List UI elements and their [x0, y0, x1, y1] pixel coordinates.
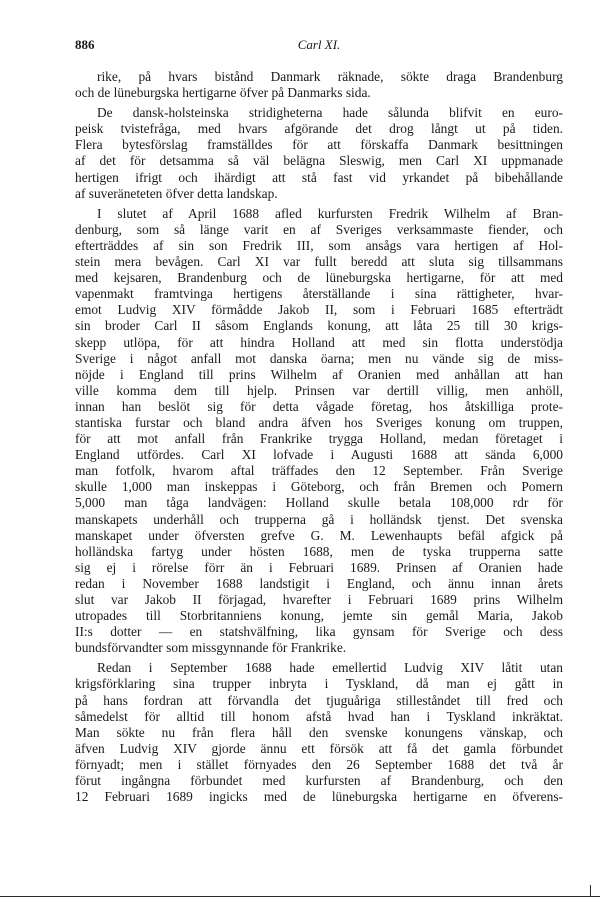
text-line: skulle 1,000 man inskeppas i Göteborg, och från Bremen och Pomern: [75, 479, 563, 495]
text-line: stantiska furstar och bland andra äfven hos Sveriges konung om truppen,: [75, 414, 563, 430]
text-line: efterträddes af sin son Fredrik III, som ansågs vara hertigen af Hol-: [75, 237, 563, 253]
text-line: manskapet under öfversten grefve G. M. Lewenhaupts befäl afgick på: [75, 527, 563, 543]
text-line: äfven Ludvig XIV gjorde ännu ett försök att få det gamla förbundet: [75, 740, 563, 756]
text-line: rike, på hvars bistånd Danmark räknade, sökte draga Brandenburg: [97, 69, 563, 84]
text-line: hertigen ifrigt och ihärdigt att stå fast vid yrkandet på bibehållande: [75, 169, 563, 185]
text-line: för att mot anfall från Frankrike trygga Holland, medan företaget i: [75, 431, 563, 447]
text-line: 12 Februari 1689 ingicks med de lüneburgska hertigarne en öfverens-: [75, 789, 563, 805]
paragraph: [75, 660, 563, 805]
text-line: stein mera bevågen. Carl XI var fullt beredd att sluta sig tillsammans: [75, 254, 563, 270]
text-line: England utfördes. Carl XI lofvade i Augusti 1688 att sända 6,000: [75, 447, 563, 463]
text-line: redan i November 1688 landstigit i England, och ännu innan årets: [75, 575, 563, 591]
text-line: sin broder Carl II såsom Englands konung, att låta 25 till 30 krigs-: [75, 318, 563, 334]
text-line: man fotfolk, hvarom aftal träffades den 12 September. Från Sverige: [75, 463, 563, 479]
text-line: slut var Jakob II förjagad, hvarefter i Februari 1689 prins Wilhelm: [75, 592, 563, 607]
text-line: holländska fartyg under hösten 1688, men de tyska trupperna satte: [75, 543, 563, 559]
text-line: manskapets underhåll och trupperna gå i holländsk tjenst. Det svenska: [75, 511, 563, 527]
text-line: krigsförklaring sina trupper inbryta i Tyskland, då man ej gått in: [75, 676, 563, 692]
body-text: [75, 69, 563, 805]
text-line: emot Ludvig XIV förmådde Jakob II, som i Februari 1685 efterträdt: [75, 302, 563, 318]
text-line: förnyadt; men i stället förnyades den 26 September 1688 det två år: [75, 756, 563, 772]
text-line: på hans fordran att förvandla det tjuguåriga stilleståndet till fred och: [75, 692, 563, 708]
text-line: ville komma dem till hjelp. Prinsen var dertill villig, men anhöll,: [75, 382, 563, 398]
text-line: peisk tvistefråga, med hvars afgörande det drog långt ut på tiden.: [75, 121, 563, 137]
text-line: I slutet af April 1688 afled kurfursten Fredrik Wilhelm af Bran-: [97, 205, 563, 221]
text-line: 5,000 man tåga landvägen: Holland skulle betala 108,000 rdr för: [75, 495, 563, 511]
paragraph: [75, 69, 563, 101]
text-line: med kejsaren, Brandenburg och de lüneburgska hertigarne, för att med: [75, 270, 563, 286]
text-line: utropades till Storbritanniens konung, jemte sin gemål Maria, Jakob: [75, 608, 563, 624]
text-line: II:s dotter — en statshvälfning, lika gynsam för Sverige och dess: [75, 624, 563, 640]
paragraph: [75, 206, 563, 657]
text-line: Sverige i något anfall mot danska öarna; men nu vände sig de miss-: [75, 350, 563, 366]
text-line: nöjde i England till prins Wilhelm af Oranien med anhållan att han: [75, 366, 563, 382]
running-head: [75, 37, 563, 57]
text-line: och de lüneburgska hertigarne öfver på Danmarks sida.: [75, 85, 371, 101]
running-title: Carl XI.: [297, 37, 341, 52]
text-line: vapenmakt framtvinga hertigens återställande i sina rättigheter, hvar-: [75, 286, 563, 302]
text-line: Redan i September 1688 hade emellertid Ludvig XIV låtit utan: [97, 660, 563, 676]
text-line: skepp utlöpa, för att hindra Holland att med sin flotta understödja: [75, 334, 563, 350]
text-line: innan han beslöt sig för detta vågade företag, hos åtskilliga prote-: [75, 398, 563, 414]
text-line: förut ingångna förbundet med kurfursten af Brandenburg, och den: [75, 773, 563, 789]
text-line: Flera bytesförslag framställdes för att förskaffa Danmark besittningen: [75, 137, 563, 153]
page-bottom-edge: [0, 896, 600, 897]
book-page: [75, 37, 563, 805]
page-corner-mark: [590, 885, 591, 897]
text-line: Man sökte nu från flera håll den svenske konungens vänskap, och: [75, 724, 563, 740]
text-line: bundsförvandter som missgynnande för Frankrike.: [75, 640, 347, 656]
text-line: af suveräneteten öfver detta landskap.: [75, 185, 278, 201]
text-line: denburg, som så länge varit en af Sveriges verksammaste fiender, och: [75, 221, 563, 237]
text-line: såmedelst för alltid till honom afstå hvad han i Tyskland inkräktat.: [75, 708, 563, 724]
text-line: af det för detsamma så väl belägna Sleswig, men Carl XI uppmanade: [75, 153, 563, 169]
page-number: 886: [75, 37, 95, 52]
text-line: sig ej i rörelse förr än i Februari 1689. Prinsen af Oranien hade: [75, 559, 563, 575]
paragraph: [75, 105, 563, 202]
text-line: De dansk-holsteinska stridigheterna hade sålunda blifvit en euro-: [97, 105, 563, 121]
